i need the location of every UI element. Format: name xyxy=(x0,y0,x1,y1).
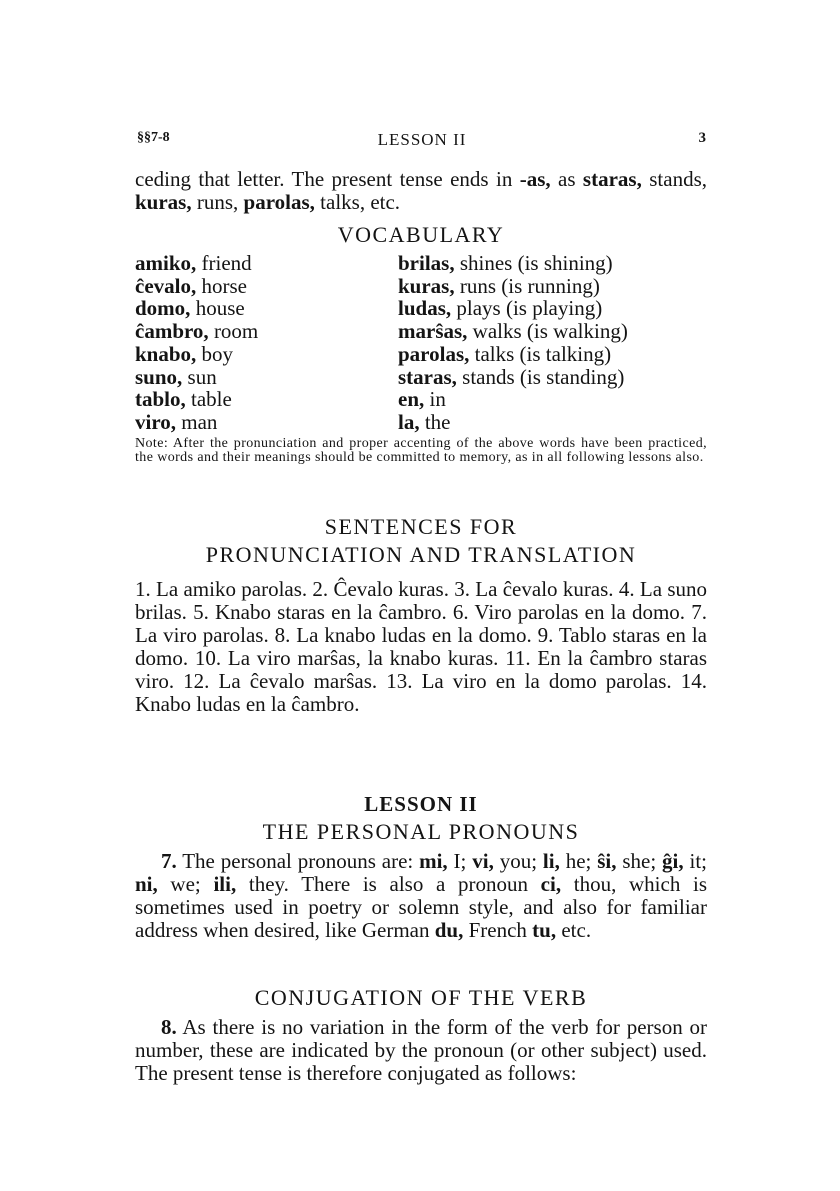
vocabulary-nouns xyxy=(135,252,375,434)
vocab-entry: parolas, talks (is talking) xyxy=(398,341,612,366)
lesson-subtitle: THE PERSONAL PRONOUNS xyxy=(262,819,580,844)
vocabulary-note: Note: After the pronunciation and proper accenting of the above words have been practiced, the words and their meanings should be committed to memory, as in all following lessons also. xyxy=(135,436,707,466)
example-term: kuras, xyxy=(135,190,192,214)
running-header xyxy=(137,130,707,154)
ending-term: -as, xyxy=(519,167,551,191)
vocab-entry: domo, house xyxy=(135,296,245,321)
vocab-entry: kuras, runs (is running) xyxy=(398,273,600,298)
vocab-entry: staras, stands (is standing) xyxy=(398,364,625,389)
page-number: 3 xyxy=(698,130,707,146)
vocab-entry: ĉevalo, horse xyxy=(135,273,247,298)
conjugation-paragraph: 8. As there is no variation in the form of the verb for person or number, these are indicated by the pronoun (or other subject) used. The present tense is therefore conjugated as follows: xyxy=(135,1015,707,1085)
lesson-title: LESSON II xyxy=(364,792,478,816)
vocab-entry: ĉambro, room xyxy=(135,319,259,344)
section-reference: §§7-8 xyxy=(137,130,170,145)
vocab-entry: amiko, friend xyxy=(135,251,252,275)
vocab-entry: brilas, shines (is shining) xyxy=(398,251,613,275)
vocabulary-verbs xyxy=(398,252,708,434)
vocab-entry: la, the xyxy=(398,409,451,434)
vocab-entry: suno, sun xyxy=(135,364,217,389)
example-term: parolas, xyxy=(243,190,315,214)
vocab-entry: ludas, plays (is playing) xyxy=(398,296,603,321)
vocab-entry: en, in xyxy=(398,387,446,412)
vocabulary-heading: VOCABULARY xyxy=(337,222,505,247)
vocab-entry: tablo, table xyxy=(135,387,232,412)
sentences-heading-line1: SENTENCES FOR xyxy=(324,514,518,539)
vocab-entry: marŝas, walks (is walking) xyxy=(398,319,628,344)
sentences-heading-line2: PRONUNCIATION AND TRANSLATION xyxy=(205,542,637,567)
vocab-entry: viro, man xyxy=(135,409,218,434)
conjugation-heading: CONJUGATION OF THE VERB xyxy=(254,985,588,1010)
intro-paragraph: ceding that letter. The present tense ends in -as, as staras, stands, kuras, runs, parolas, talks, etc. xyxy=(135,167,707,214)
example-term: staras, xyxy=(582,167,642,191)
pronouns-paragraph: 7. The personal pronouns are: mi, I; vi, you; li, he; ŝi, she; ĝi, it; ni, we; ili, they. There is also a pronoun ci, thou, which is sometimes used in poetry or solemn style, and also for familiar address when desired, like German du, French tu, etc. xyxy=(135,849,708,942)
running-title: LESSON II xyxy=(377,130,467,149)
sentences-paragraph: 1. La amiko parolas. 2. Ĉevalo kuras. 3. La ĉevalo kuras. 4. La suno brilas. 5. Knabo staras en la ĉambro. 6. Viro parolas en la domo. 7. La viro parolas. 8. La knabo ludas en la domo. 9. Tablo staras en la domo. 10. La viro marŝas, la knabo kuras. 11. En la ĉambro staras viro. 12. La ĉevalo marŝas. 13. La viro en la domo parolas. 14. Knabo ludas en la ĉambro. xyxy=(135,577,707,716)
vocab-entry: knabo, boy xyxy=(135,341,234,366)
